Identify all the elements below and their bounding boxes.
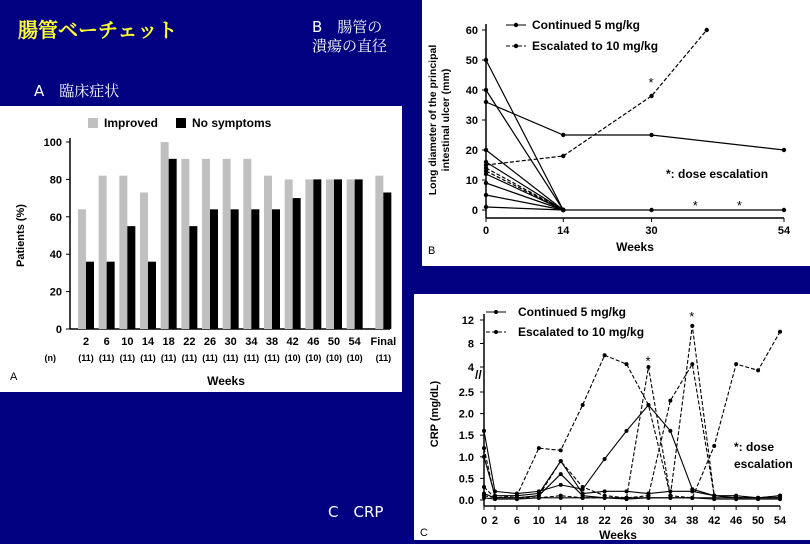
x-tick-label: 10 — [121, 336, 134, 348]
continued-point — [484, 181, 488, 185]
bar-improved — [161, 142, 169, 329]
x-tick-label: 54 — [348, 336, 361, 348]
panel-label: A — [10, 371, 18, 383]
continued-point — [484, 205, 488, 209]
bar-improved — [202, 159, 210, 329]
escalated-point — [705, 28, 709, 32]
x-tick-label: 18 — [162, 336, 175, 348]
bar-improved — [119, 176, 127, 329]
y-tick-label: 10 — [465, 175, 478, 187]
y-tick-label: 20 — [465, 145, 478, 157]
x-tick-label: 10 — [532, 515, 545, 527]
continued-point — [603, 457, 607, 461]
y-axis-label: Patients (%) — [15, 204, 27, 267]
escalated-point — [537, 496, 541, 500]
x-tick-label: 2 — [82, 336, 90, 348]
x-tick-label: 14 — [557, 225, 570, 237]
y-tick-label: 80 — [49, 174, 62, 187]
continued-line — [486, 102, 784, 150]
bar-no-symptoms — [148, 262, 156, 329]
x-tick-label: 30 — [224, 336, 237, 348]
panel-b-ulcer-diameter — [422, 0, 810, 266]
bar-no-symptoms — [313, 179, 321, 329]
bar-no-symptoms — [334, 179, 342, 329]
continued-point — [484, 193, 488, 197]
bar-no-symptoms — [107, 262, 115, 329]
x-tick-label: 22 — [598, 515, 611, 527]
escalated-point — [603, 353, 607, 357]
bar-no-symptoms — [293, 198, 301, 329]
bar-no-symptoms — [355, 179, 363, 329]
y-tick-label: 100 — [43, 137, 62, 149]
dose-escalation-asterisk: * — [736, 198, 742, 213]
continued-point — [782, 148, 786, 152]
y-tick-label: 1.5 — [458, 430, 474, 443]
y-tick-label: 4 — [467, 362, 474, 374]
x-tick-label: 26 — [203, 336, 217, 348]
n-label: (11) — [140, 353, 156, 363]
x-axis-label: Weeks — [207, 374, 245, 388]
y-axis-label-line2: intestinal ulcer (mm) — [440, 68, 452, 172]
legend-marker — [514, 23, 518, 27]
bar-no-symptoms — [251, 209, 259, 329]
x-tick-label: 38 — [686, 515, 699, 527]
x-tick-label: 42 — [286, 336, 299, 348]
x-tick-label: 50 — [751, 515, 765, 527]
n-label: (10) — [346, 353, 363, 363]
escalated-point — [484, 169, 488, 173]
x-tick-label: 34 — [664, 515, 677, 527]
bar-no-symptoms — [127, 226, 135, 329]
x-tick-label: 30 — [645, 225, 658, 237]
bar-no-symptoms — [210, 209, 218, 329]
escalated-point — [646, 403, 650, 407]
escalated-point — [625, 496, 629, 500]
escalated-point — [559, 448, 563, 452]
dose-escalation-asterisk: * — [692, 198, 698, 213]
legend-marker — [494, 330, 498, 334]
legend-marker — [514, 44, 518, 48]
x-tick-label: 0 — [480, 515, 488, 527]
escalated-point — [690, 324, 694, 328]
bar-improved — [99, 176, 107, 329]
bar-chart-svg — [0, 106, 402, 392]
bar-no-symptoms — [231, 209, 239, 329]
escalated-point — [756, 368, 760, 372]
legend-label: Continued 5 mg/kg — [532, 18, 640, 32]
x-tick-label: 18 — [576, 515, 589, 527]
escalated-point — [668, 399, 672, 403]
axis-break-mark: // — [475, 368, 482, 382]
x-tick-label: 6 — [513, 515, 520, 527]
panel-label: C — [420, 527, 428, 539]
continued-point — [559, 483, 563, 487]
x-tick-label: 6 — [103, 336, 110, 348]
continued-point — [649, 133, 653, 137]
escalated-point — [561, 154, 565, 158]
escalated-point — [581, 403, 585, 407]
escalated-point — [515, 496, 519, 500]
bar-no-symptoms — [272, 209, 280, 329]
escalated-line — [484, 332, 780, 498]
annotation: *: dose escalation — [666, 167, 769, 181]
x-tick-label: 14 — [141, 336, 155, 348]
section-b-header-line1: B 腸管の — [312, 18, 383, 36]
n-label: (11) — [181, 353, 198, 363]
continued-point — [690, 489, 694, 493]
y-axis-label-line1: Long diameter of the principal — [427, 44, 439, 196]
bar-improved — [181, 159, 189, 329]
continued-point — [782, 208, 786, 212]
escalated-point — [778, 496, 782, 500]
n-label: (10) — [325, 353, 343, 363]
bar-improved — [285, 179, 293, 329]
section-a-header: A 臨床症状 — [34, 82, 120, 100]
escalated-point — [668, 494, 672, 498]
y-axis-label: CRP (mg/dL) — [429, 380, 441, 448]
y-tick-label: 60 — [465, 25, 478, 37]
continued-point — [482, 429, 486, 433]
x-tick-label: 26 — [620, 515, 633, 527]
y-tick-label: 8 — [467, 338, 474, 351]
n-label: (11) — [78, 353, 94, 363]
bar-improved — [78, 209, 86, 329]
n-label: (11) — [222, 353, 239, 363]
escalated-point — [537, 446, 541, 450]
x-axis-label: Weeks — [616, 240, 654, 254]
escalated-point — [493, 496, 497, 500]
bar-improved — [305, 179, 313, 329]
legend-swatch — [176, 118, 186, 128]
escalated-point — [734, 362, 738, 366]
escalated-point — [756, 496, 760, 500]
continued-point — [625, 429, 629, 433]
continued-point — [484, 100, 488, 104]
escalated-point — [778, 330, 782, 334]
escalated-point — [625, 362, 629, 366]
escalated-point — [559, 459, 563, 463]
dose-escalation-asterisk: * — [733, 492, 739, 508]
escalated-point — [581, 496, 585, 500]
y-tick-label: 0.0 — [458, 495, 474, 507]
escalated-line — [486, 171, 563, 210]
y-tick-label: 0 — [55, 324, 62, 336]
escalated-point — [712, 494, 716, 498]
escalated-point — [646, 494, 650, 498]
escalated-point — [690, 362, 694, 366]
legend-label: Continued 5 mg/kg — [518, 305, 626, 319]
escalated-line — [484, 326, 780, 498]
bar-no-symptoms — [86, 262, 94, 329]
escalated-point — [712, 444, 716, 448]
y-tick-label: 40 — [465, 85, 478, 97]
x-tick-label: 14 — [554, 515, 567, 527]
crp-line-chart-svg — [414, 294, 810, 540]
escalated-point — [482, 446, 486, 450]
bar-no-symptoms — [383, 192, 391, 329]
continued-point — [559, 472, 563, 476]
y-tick-label: 40 — [49, 249, 62, 262]
y-tick-label: 2.0 — [458, 408, 474, 421]
escalated-point — [581, 485, 585, 489]
continued-point — [484, 88, 488, 92]
x-axis-label: Weeks — [599, 528, 637, 540]
bar-improved — [140, 192, 148, 329]
y-tick-label: 1.0 — [458, 451, 474, 464]
panel-label: B — [428, 245, 436, 257]
continued-point — [484, 148, 488, 152]
y-tick-label: 20 — [49, 286, 62, 299]
continued-point — [668, 429, 672, 433]
slide-title: 腸管ベーチェット — [18, 18, 178, 42]
continued-point — [603, 489, 607, 493]
legend-label: Improved — [104, 116, 159, 130]
n-label: (11) — [243, 353, 260, 363]
continued-point — [484, 58, 488, 62]
panel-a-clinical-symptoms — [0, 106, 402, 392]
section-b-header-line2: 潰瘍の直径 — [312, 37, 388, 55]
legend-swatch — [88, 118, 98, 128]
n-label: (11) — [160, 353, 177, 363]
n-label: (11) — [202, 353, 218, 363]
x-tick-label: 42 — [708, 515, 721, 527]
y-tick-label: 2.5 — [458, 387, 474, 399]
n-label: (11) — [119, 353, 136, 363]
n-label: (10) — [284, 353, 301, 363]
bar-improved — [243, 159, 251, 329]
escalated-point — [482, 485, 486, 489]
escalated-line — [484, 364, 780, 498]
bar-improved — [264, 176, 272, 329]
dose-escalation-asterisk: * — [689, 308, 695, 324]
y-tick-label: 30 — [465, 115, 478, 127]
section-c-header: C CRP — [328, 503, 384, 521]
bar-no-symptoms — [189, 226, 197, 329]
n-label: (11) — [375, 353, 392, 363]
x-tick-label: 0 — [482, 225, 490, 237]
y-tick-label: 50 — [465, 55, 478, 67]
n-row-label: (n) — [44, 353, 56, 363]
legend-marker — [494, 310, 498, 314]
escalated-point — [603, 496, 607, 500]
legend-label: Escalated to 10 mg/kg — [518, 325, 645, 339]
escalated-point — [649, 94, 653, 98]
bar-improved — [223, 159, 231, 329]
dose-escalation-asterisk: * — [648, 75, 654, 90]
continued-point — [561, 133, 565, 137]
escalated-point — [482, 494, 486, 498]
escalated-point — [690, 496, 694, 500]
continued-point — [712, 497, 716, 501]
x-tick-label: 2 — [491, 515, 499, 527]
n-label: (10) — [305, 353, 322, 363]
escalated-point — [561, 208, 565, 212]
bar-improved — [326, 179, 334, 329]
ulcer-line-chart-svg — [422, 0, 810, 266]
x-tick-label: 50 — [327, 336, 341, 348]
x-tick-label: 34 — [245, 336, 258, 348]
continued-point — [649, 208, 653, 212]
y-tick-label: 0 — [471, 205, 478, 217]
annotation-line2: escalation — [734, 457, 793, 471]
legend-label: Escalated to 10 mg/kg — [532, 39, 659, 53]
bar-improved — [347, 179, 355, 329]
x-tick-label: 54 — [777, 225, 791, 237]
y-tick-label: 60 — [49, 211, 62, 224]
n-label: (11) — [264, 353, 280, 363]
x-tick-label: Final — [370, 336, 397, 348]
y-tick-label: 12 — [461, 315, 474, 327]
x-tick-label: 38 — [265, 336, 279, 348]
x-tick-label: 54 — [773, 515, 787, 527]
annotation-line1: *: dose — [734, 440, 775, 454]
legend-label: No symptoms — [192, 116, 272, 130]
x-tick-label: 30 — [642, 515, 655, 527]
x-tick-label: 22 — [183, 336, 196, 348]
escalated-point — [559, 494, 563, 498]
x-tick-label: 46 — [730, 515, 743, 527]
y-tick-label: 0.5 — [458, 473, 474, 486]
panel-c-crp — [414, 294, 810, 540]
bar-improved — [375, 176, 383, 329]
dose-escalation-asterisk: * — [645, 353, 651, 369]
x-tick-label: 46 — [307, 336, 320, 348]
n-label: (11) — [98, 353, 115, 363]
bar-no-symptoms — [169, 159, 177, 329]
